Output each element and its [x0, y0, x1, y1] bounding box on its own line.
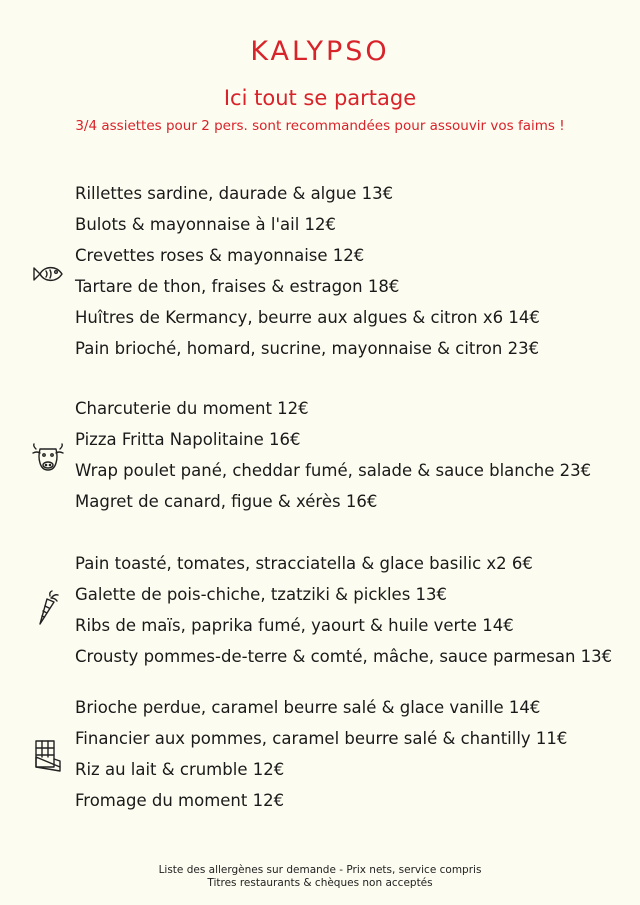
fish-icon [30, 256, 66, 292]
dessert-section [75, 692, 567, 816]
menu-item: Rillettes sardine, daurade & algue 13€ [75, 184, 394, 203]
menu-item: Pizza Fritta Napolitaine 16€ [75, 430, 301, 449]
menu-item: Bulots & mayonnaise à l'ail 12€ [75, 215, 337, 234]
footer-notes [0, 864, 640, 890]
menu-item: Galette de pois-chiche, tzatziki & pickles 13€ [75, 585, 448, 604]
menu-item: Huîtres de Kermancy, beurre aux algues & citron x6 14€ [75, 308, 540, 327]
vegetarian-section [75, 548, 612, 672]
meat-section [75, 393, 591, 517]
cow-icon [30, 440, 66, 476]
menu-item: Tartare de thon, fraises & estragon 18€ [75, 277, 400, 296]
menu-tagline: 3/4 assiettes pour 2 pers. sont recommandées pour assouvir vos faims ! [75, 118, 565, 134]
menu-item: Ribs de maïs, paprika fumé, yaourt & huile verte 14€ [75, 616, 514, 635]
footer-line-payment: Titres restaurants & chèques non acceptés [207, 877, 433, 889]
menu-item: Pain toasté, tomates, stracciatella & glace basilic x2 6€ [75, 554, 533, 573]
menu-item: Brioche perdue, caramel beurre salé & glace vanille 14€ [75, 698, 541, 717]
menu-item: Crousty pommes-de-terre & comté, mâche, sauce parmesan 13€ [75, 647, 613, 666]
menu-subtitle: Ici tout se partage [223, 86, 417, 110]
chocolate-bar-icon [30, 737, 66, 773]
menu-item: Charcuterie du moment 12€ [75, 399, 309, 418]
menu-item: Wrap poulet pané, cheddar fumé, salade & sauce blanche 23€ [75, 461, 592, 480]
restaurant-name: KALYPSO [250, 36, 390, 67]
menu-item: Financier aux pommes, caramel beurre salé & chantilly 11€ [75, 729, 568, 748]
seafood-section [75, 178, 540, 364]
menu-item: Fromage du moment 12€ [75, 791, 285, 810]
menu-item: Pain brioché, homard, sucrine, mayonnaise & citron 23€ [75, 339, 540, 358]
carrot-icon [30, 590, 66, 626]
menu-item: Riz au lait & crumble 12€ [75, 760, 285, 779]
menu-item: Magret de canard, figue & xérès 16€ [75, 492, 378, 511]
menu-item: Crevettes roses & mayonnaise 12€ [75, 246, 365, 265]
footer-line-allergens: Liste des allergènes sur demande - Prix nets, service compris [158, 864, 482, 876]
